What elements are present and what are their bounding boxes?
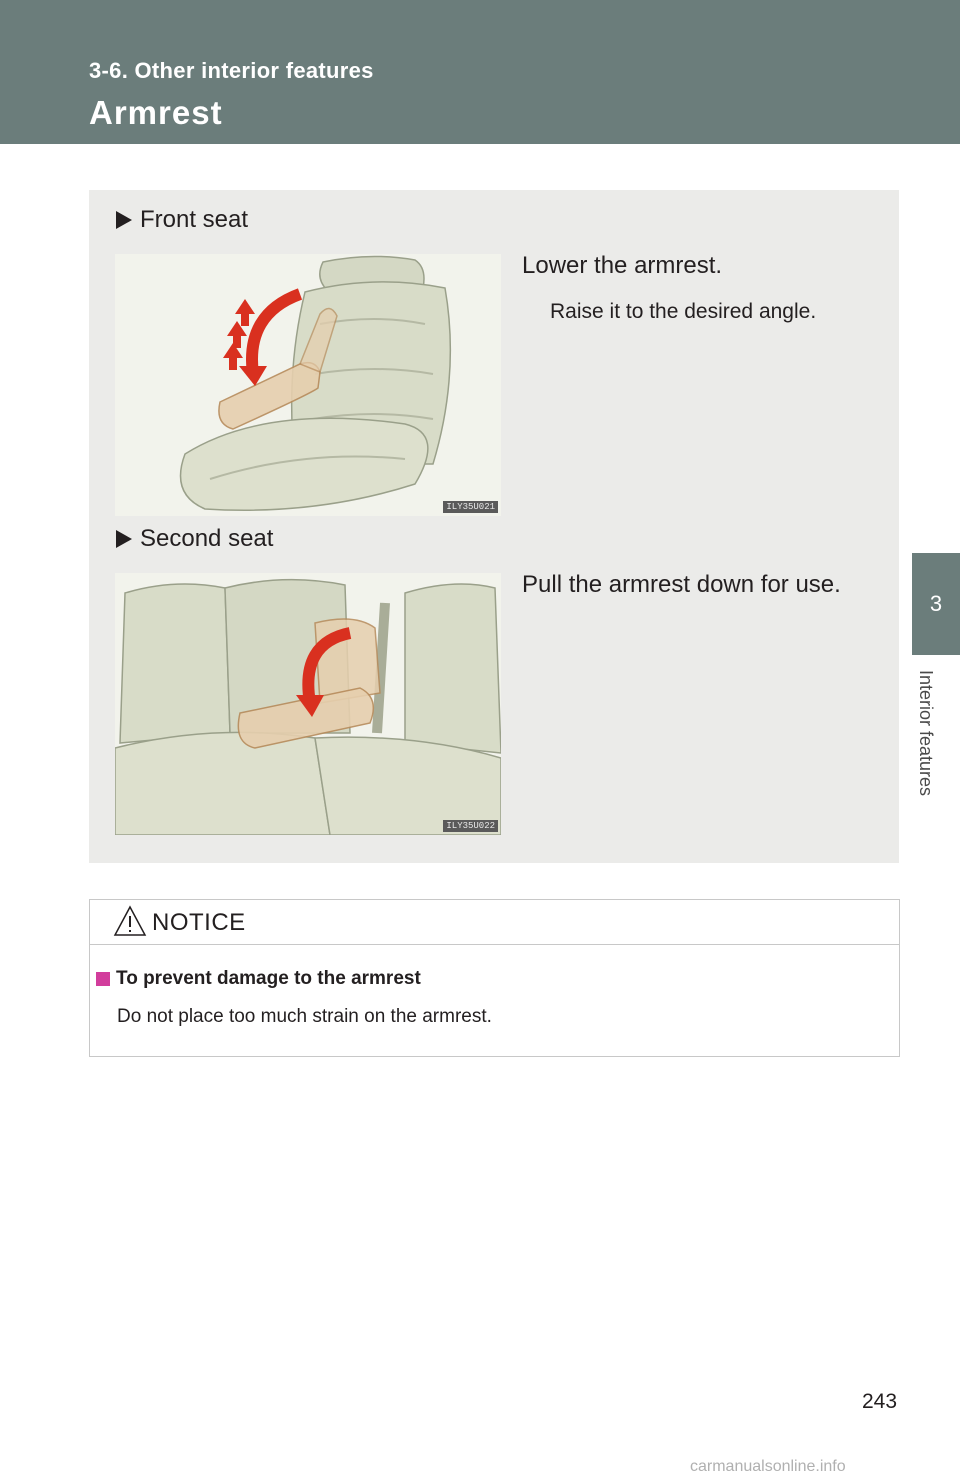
notice-label: NOTICE — [152, 909, 246, 936]
front-seat-heading — [116, 206, 248, 234]
page-number: 243 — [862, 1390, 898, 1413]
second-seat-heading — [116, 525, 273, 553]
section-label: 3-6. Other interior features — [89, 58, 374, 83]
second-seat-instruction: Pull the armrest down for use. — [522, 571, 841, 598]
page-header — [0, 0, 960, 144]
notice-item-title-text: To prevent damage to the armrest — [116, 968, 421, 989]
bullet-triangle-icon — [116, 211, 132, 229]
front-seat-instruction: Lower the armrest. — [522, 252, 723, 279]
watermark: carmanualsonline.info — [690, 1458, 846, 1475]
second-seat-heading-text: Second seat — [140, 525, 274, 552]
content-box — [89, 190, 899, 863]
notice-box — [89, 899, 900, 1057]
front-seat-image-code: ILY35U021 — [443, 501, 498, 513]
bullet-triangle-icon — [116, 530, 132, 548]
warning-triangle-icon — [113, 904, 147, 938]
front-seat-heading-text: Front seat — [140, 206, 249, 233]
square-bullet-icon — [96, 972, 110, 986]
chapter-number: 3 — [929, 591, 943, 616]
page-title: Armrest — [89, 94, 223, 131]
notice-header — [90, 900, 899, 945]
notice-item-title — [96, 968, 421, 990]
front-seat-sub-instruction: Raise it to the desired angle. — [550, 300, 817, 323]
second-seat-image-code: ILY35U022 — [443, 820, 498, 832]
second-seat-illustration — [115, 573, 501, 835]
notice-item-text: Do not place too much strain on the armrest. — [117, 1006, 492, 1027]
chapter-tab — [912, 553, 960, 655]
front-seat-illustration — [115, 254, 501, 516]
chapter-name: Interior features — [916, 670, 936, 797]
second-seat-drawing — [115, 573, 501, 835]
front-seat-drawing — [115, 254, 501, 516]
